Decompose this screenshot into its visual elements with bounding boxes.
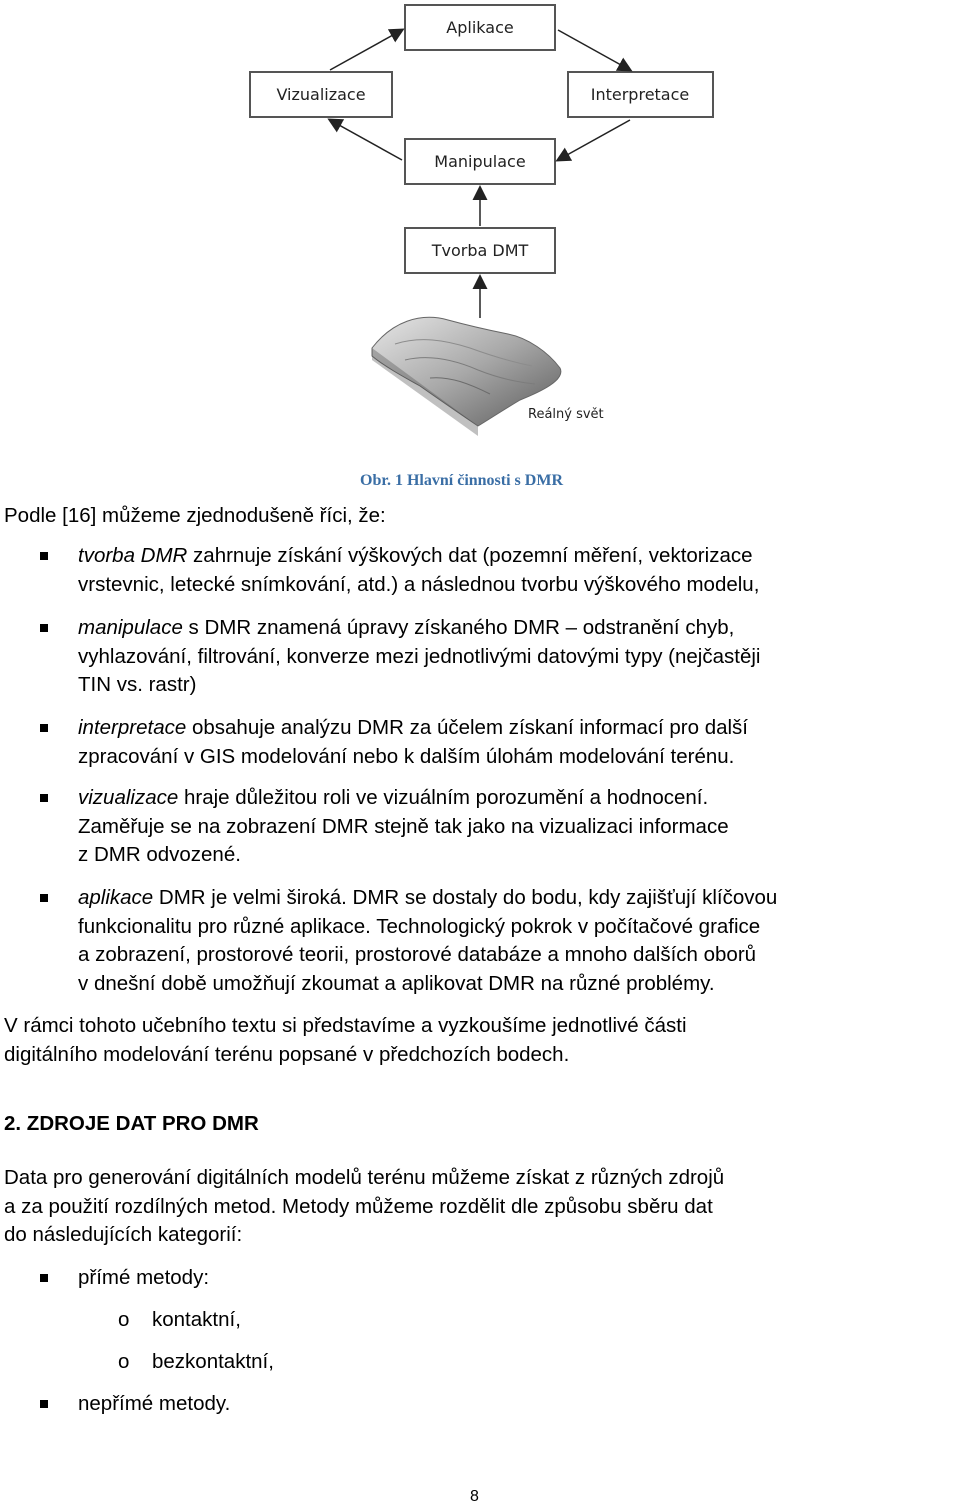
bullet-term: vizualizace bbox=[78, 786, 179, 809]
bullet-interpretace bbox=[78, 714, 960, 771]
figure-caption: Obr. 1 Hlavní činnosti s DMR bbox=[360, 472, 563, 489]
paragraph-data-sources bbox=[4, 1164, 958, 1250]
bullet-square-icon bbox=[40, 1274, 48, 1282]
bullet-line: vrstevnic, letecké snímkování, atd.) a následnou tvorbu výškového modelu, bbox=[78, 572, 760, 596]
section-heading: 2. ZDROJE DAT PRO DMR bbox=[4, 1112, 259, 1135]
bullet-line: obsahuje analýzu DMR za účelem získaní informací pro další bbox=[186, 716, 748, 739]
bullet-line: v dnešní době umožňují zkoumat a aplikovat DMR na různé problémy. bbox=[78, 971, 715, 995]
paragraph-line: a za použití rozdílných metod. Metody můžeme rozdělit dle způsobu sběru dat bbox=[4, 1194, 713, 1218]
bullet-line: a zobrazení, prostorové teorii, prostorové databáze a mnoho dalších oborů bbox=[78, 943, 757, 966]
arrow-manipulace-vizualizace bbox=[330, 120, 402, 160]
bullet-line: z DMR odvozené. bbox=[78, 843, 241, 866]
box-tvorba-label: Tvorba DMT bbox=[431, 241, 529, 260]
box-vizualizace bbox=[250, 72, 392, 117]
method-contactless: bezkontaktní, bbox=[152, 1350, 274, 1373]
intro-text: Podle [16] můžeme zjednodušeně říci, že: bbox=[4, 504, 386, 527]
bullet-square-icon bbox=[40, 552, 48, 560]
sub-bullet-marker: o bbox=[118, 1350, 130, 1373]
paragraph-line: V rámci tohoto učebního textu si představíme a vyzkoušíme jednotlivé části bbox=[4, 1014, 687, 1037]
bullet-line: Zaměřuje se na zobrazení DMR stejně tak jako na vizualizaci informace bbox=[78, 814, 729, 838]
bullet-square-icon bbox=[40, 724, 48, 732]
dmr-activities-diagram bbox=[0, 0, 960, 470]
bullet-square-icon bbox=[40, 1400, 48, 1408]
box-interpretace bbox=[568, 72, 713, 117]
box-manipulace bbox=[405, 139, 555, 184]
bullet-term: aplikace bbox=[78, 886, 154, 909]
method-direct: přímé metody: bbox=[78, 1266, 210, 1289]
box-aplikace bbox=[405, 5, 555, 50]
bullet-square-icon bbox=[40, 894, 48, 902]
method-contact: kontaktní, bbox=[152, 1308, 241, 1331]
box-tvorba-dmt bbox=[405, 228, 555, 273]
bullet-line: DMR je velmi široká. DMR se dostaly do bodu, kdy zajišťují klíčovou bbox=[153, 886, 778, 909]
arrow-interpretace-manipulace bbox=[558, 120, 630, 160]
bullet-line: s DMR znamená úpravy získaného DMR – odstranění chyb, bbox=[182, 616, 735, 639]
bullet-manipulace bbox=[78, 614, 960, 700]
box-interpretace-label: Interpretace bbox=[590, 85, 690, 104]
bullet-line: hraje důležitou roli ve vizuálním porozumění a hodnocení. bbox=[178, 786, 709, 809]
bullet-line: funkcionalitu pro různé aplikace. Technologický pokrok v počítačové grafice bbox=[78, 914, 761, 938]
box-aplikace-label: Aplikace bbox=[446, 18, 514, 37]
arrow-aplikace-interpretace bbox=[558, 30, 630, 70]
bullet-term: tvorba DMR bbox=[78, 544, 188, 567]
bullet-line: zahrnuje získání výškových dat (pozemní měření, vektorizace bbox=[187, 544, 753, 567]
sub-bullet-marker: o bbox=[118, 1308, 130, 1331]
bullet-vizualizace bbox=[78, 784, 960, 870]
arrow-vizualizace-aplikace bbox=[330, 30, 402, 70]
paragraph-intro bbox=[4, 1012, 958, 1069]
bullet-line: vyhlazování, filtrování, konverze mezi jednotlivými datovými typy (nejčastěji bbox=[78, 644, 761, 668]
bullet-term: interpretace bbox=[78, 716, 187, 739]
paragraph-line: Data pro generování digitálních modelů terénu můžeme získat z různých zdrojů bbox=[4, 1166, 725, 1189]
page-number: 8 bbox=[470, 1488, 479, 1505]
box-manipulace-label: Manipulace bbox=[434, 152, 526, 171]
bullet-tvorba bbox=[78, 542, 960, 599]
bullet-square-icon bbox=[40, 624, 48, 632]
method-indirect: nepřímé metody. bbox=[78, 1392, 231, 1415]
bullet-line: TIN vs. rastr) bbox=[78, 673, 197, 696]
bullet-square-icon bbox=[40, 794, 48, 802]
box-vizualizace-label: Vizualizace bbox=[276, 85, 366, 104]
paragraph-line: digitálního modelování terénu popsané v předchozích bodech. bbox=[4, 1042, 570, 1066]
bullet-line: zpracování v GIS modelování nebo k dalším úlohám modelování terénu. bbox=[78, 744, 735, 768]
paragraph-line: do následujících kategorií: bbox=[4, 1223, 243, 1246]
bullet-aplikace bbox=[78, 884, 960, 998]
terrain-label: Reálný svět bbox=[528, 407, 604, 422]
bullet-term: manipulace bbox=[78, 616, 183, 639]
